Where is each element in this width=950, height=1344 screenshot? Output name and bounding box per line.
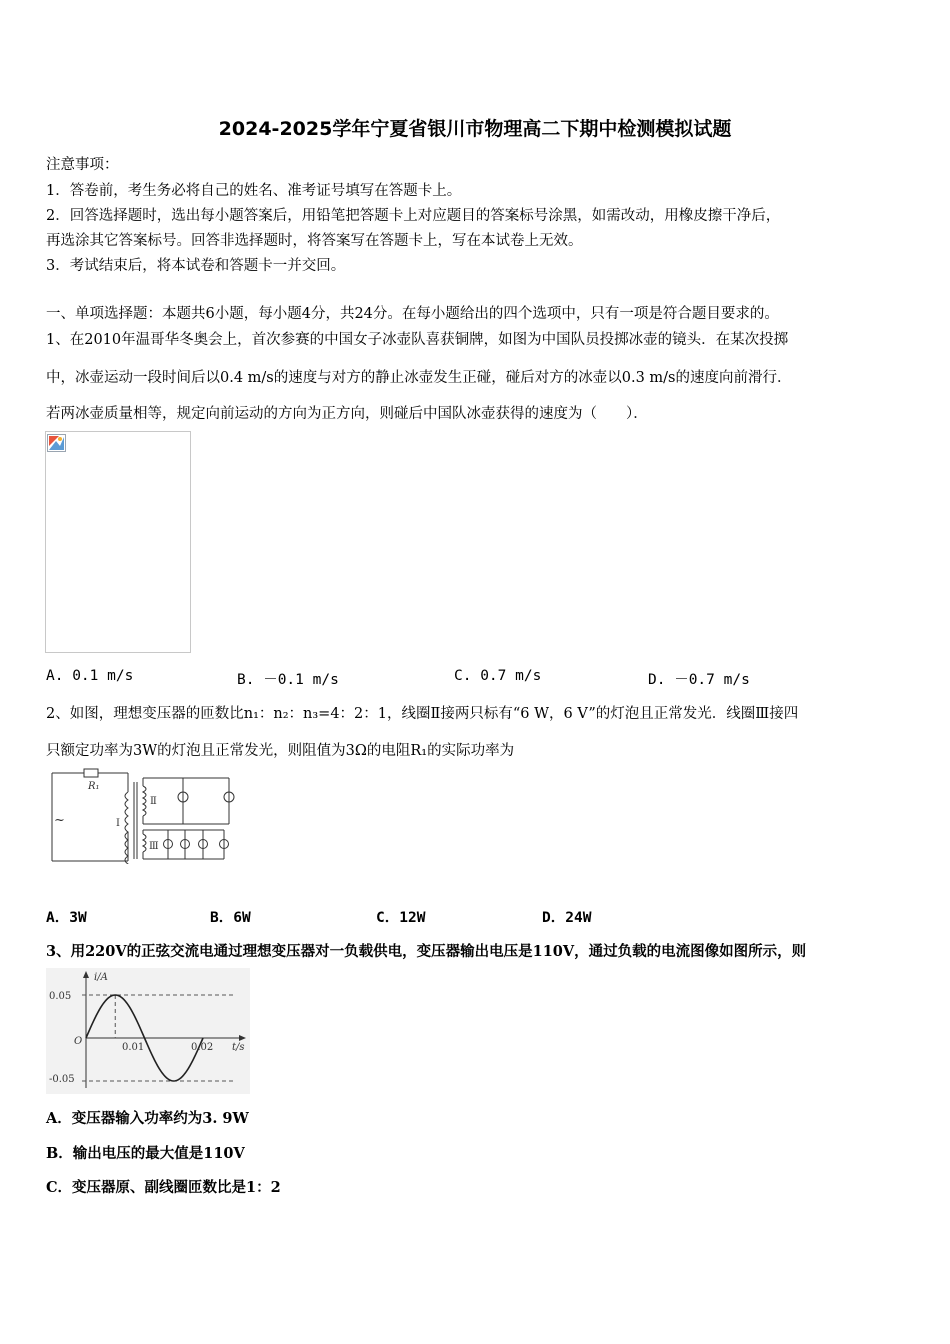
q2-transformer-circuit bbox=[46, 764, 246, 864]
q2-line-1: 2、如图，理想变压器的匝数比n₁：n₂：n₃=4：2：1，线圈Ⅱ接两只标有“6 W，6 V”的灯泡且正常发光．线圈Ⅲ接四 bbox=[46, 706, 799, 722]
page-title: 2024-2025学年宁夏省银川市物理高二下期中检测模拟试题 bbox=[218, 118, 732, 140]
q2-coil1-label: Ⅰ bbox=[116, 818, 120, 829]
q3-y-tick-top: 0.05 bbox=[49, 991, 72, 1002]
q1-line-3: 若两冰壶质量相等，规定向前运动的方向为正方向，则碰后中国队冰壶获得的速度为（ ）． bbox=[46, 406, 648, 422]
q2-option-c[interactable]: C．12W bbox=[376, 910, 426, 926]
q1-option-d[interactable]: D. －0.7 m/s bbox=[648, 672, 750, 688]
q3-option-a[interactable]: A．变压器输入功率约为3. 9W bbox=[46, 1110, 249, 1127]
q2-r1-label: R₁ bbox=[88, 781, 100, 792]
q3-y-axis-label: i/A bbox=[94, 972, 108, 983]
notice-item-3: 3．考试结束后，将本试卷和答题卡一并交回。 bbox=[46, 258, 346, 274]
q3-current-graph bbox=[46, 968, 250, 1094]
q1-line-2: 中，冰壶运动一段时间后以0.4 m/s的速度与对方的静止冰壶发生正碰，碰后对方的冰壶以0.3 m/s的速度向前滑行． bbox=[46, 370, 792, 386]
q2-ac-source-symbol: ~ bbox=[54, 813, 65, 828]
section-heading: 一、单项选择题：本题共6小题，每小题4分，共24分。在每小题给出的四个选项中，只有一项是符合题目要求的。 bbox=[46, 306, 779, 322]
q2-option-d[interactable]: D．24W bbox=[542, 910, 592, 926]
q1-image-placeholder bbox=[45, 431, 191, 653]
broken-image-icon bbox=[47, 434, 66, 452]
q3-option-c[interactable]: C．变压器原、副线圈匝数比是1：2 bbox=[46, 1179, 281, 1196]
q3-x-axis-label: t/s bbox=[232, 1042, 245, 1053]
q2-coil3-label: Ⅲ bbox=[149, 841, 159, 852]
q2-option-a[interactable]: A．3W bbox=[46, 910, 87, 926]
notice-heading: 注意事项： bbox=[46, 157, 119, 173]
q2-line-2: 只额定功率为3W的灯泡且正常发光，则阻值为3Ω的电阻R₁的实际功率为 bbox=[46, 743, 515, 759]
q1-option-c[interactable]: C. 0.7 m/s bbox=[454, 668, 542, 684]
q3-x-tick-2: 0.02 bbox=[191, 1042, 214, 1053]
q3-line-1: 3、用220V的正弦交流电通过理想变压器对一负载供电，变压器输出电压是110V，通过负载的电流图像如图所示，则 bbox=[46, 943, 807, 960]
q3-y-tick-bottom: -0.05 bbox=[49, 1074, 75, 1085]
q2-option-b[interactable]: B．6W bbox=[210, 910, 251, 926]
q3-option-b[interactable]: B．输出电压的最大值是110V bbox=[46, 1145, 245, 1162]
notice-item-2-cont: 再选涂其它答案标号。回答非选择题时，将答案写在答题卡上，写在本试卷上无效。 bbox=[46, 233, 583, 249]
notice-item-1: 1．答卷前，考生务必将自己的姓名、准考证号填写在答题卡上。 bbox=[46, 183, 462, 199]
q1-line-1: 1、在2010年温哥华冬奥会上，首次参赛的中国女子冰壶队喜获铜牌，如图为中国队员投掷冰壶的镜头．在某次投掷 bbox=[46, 332, 789, 348]
q3-x-tick-1: 0.01 bbox=[122, 1042, 145, 1053]
q1-option-b[interactable]: B. －0.1 m/s bbox=[237, 672, 339, 688]
q3-graph-background bbox=[46, 968, 250, 1094]
notice-item-2: 2．回答选择题时，选出每小题答案后，用铅笔把答题卡上对应题目的答案标号涂黑，如需改动，用橡皮擦干净后， bbox=[46, 208, 781, 224]
q2-coil2-label: Ⅱ bbox=[150, 796, 157, 807]
q3-origin-label: O bbox=[74, 1036, 83, 1047]
q1-option-a[interactable]: A. 0.1 m/s bbox=[46, 668, 134, 684]
